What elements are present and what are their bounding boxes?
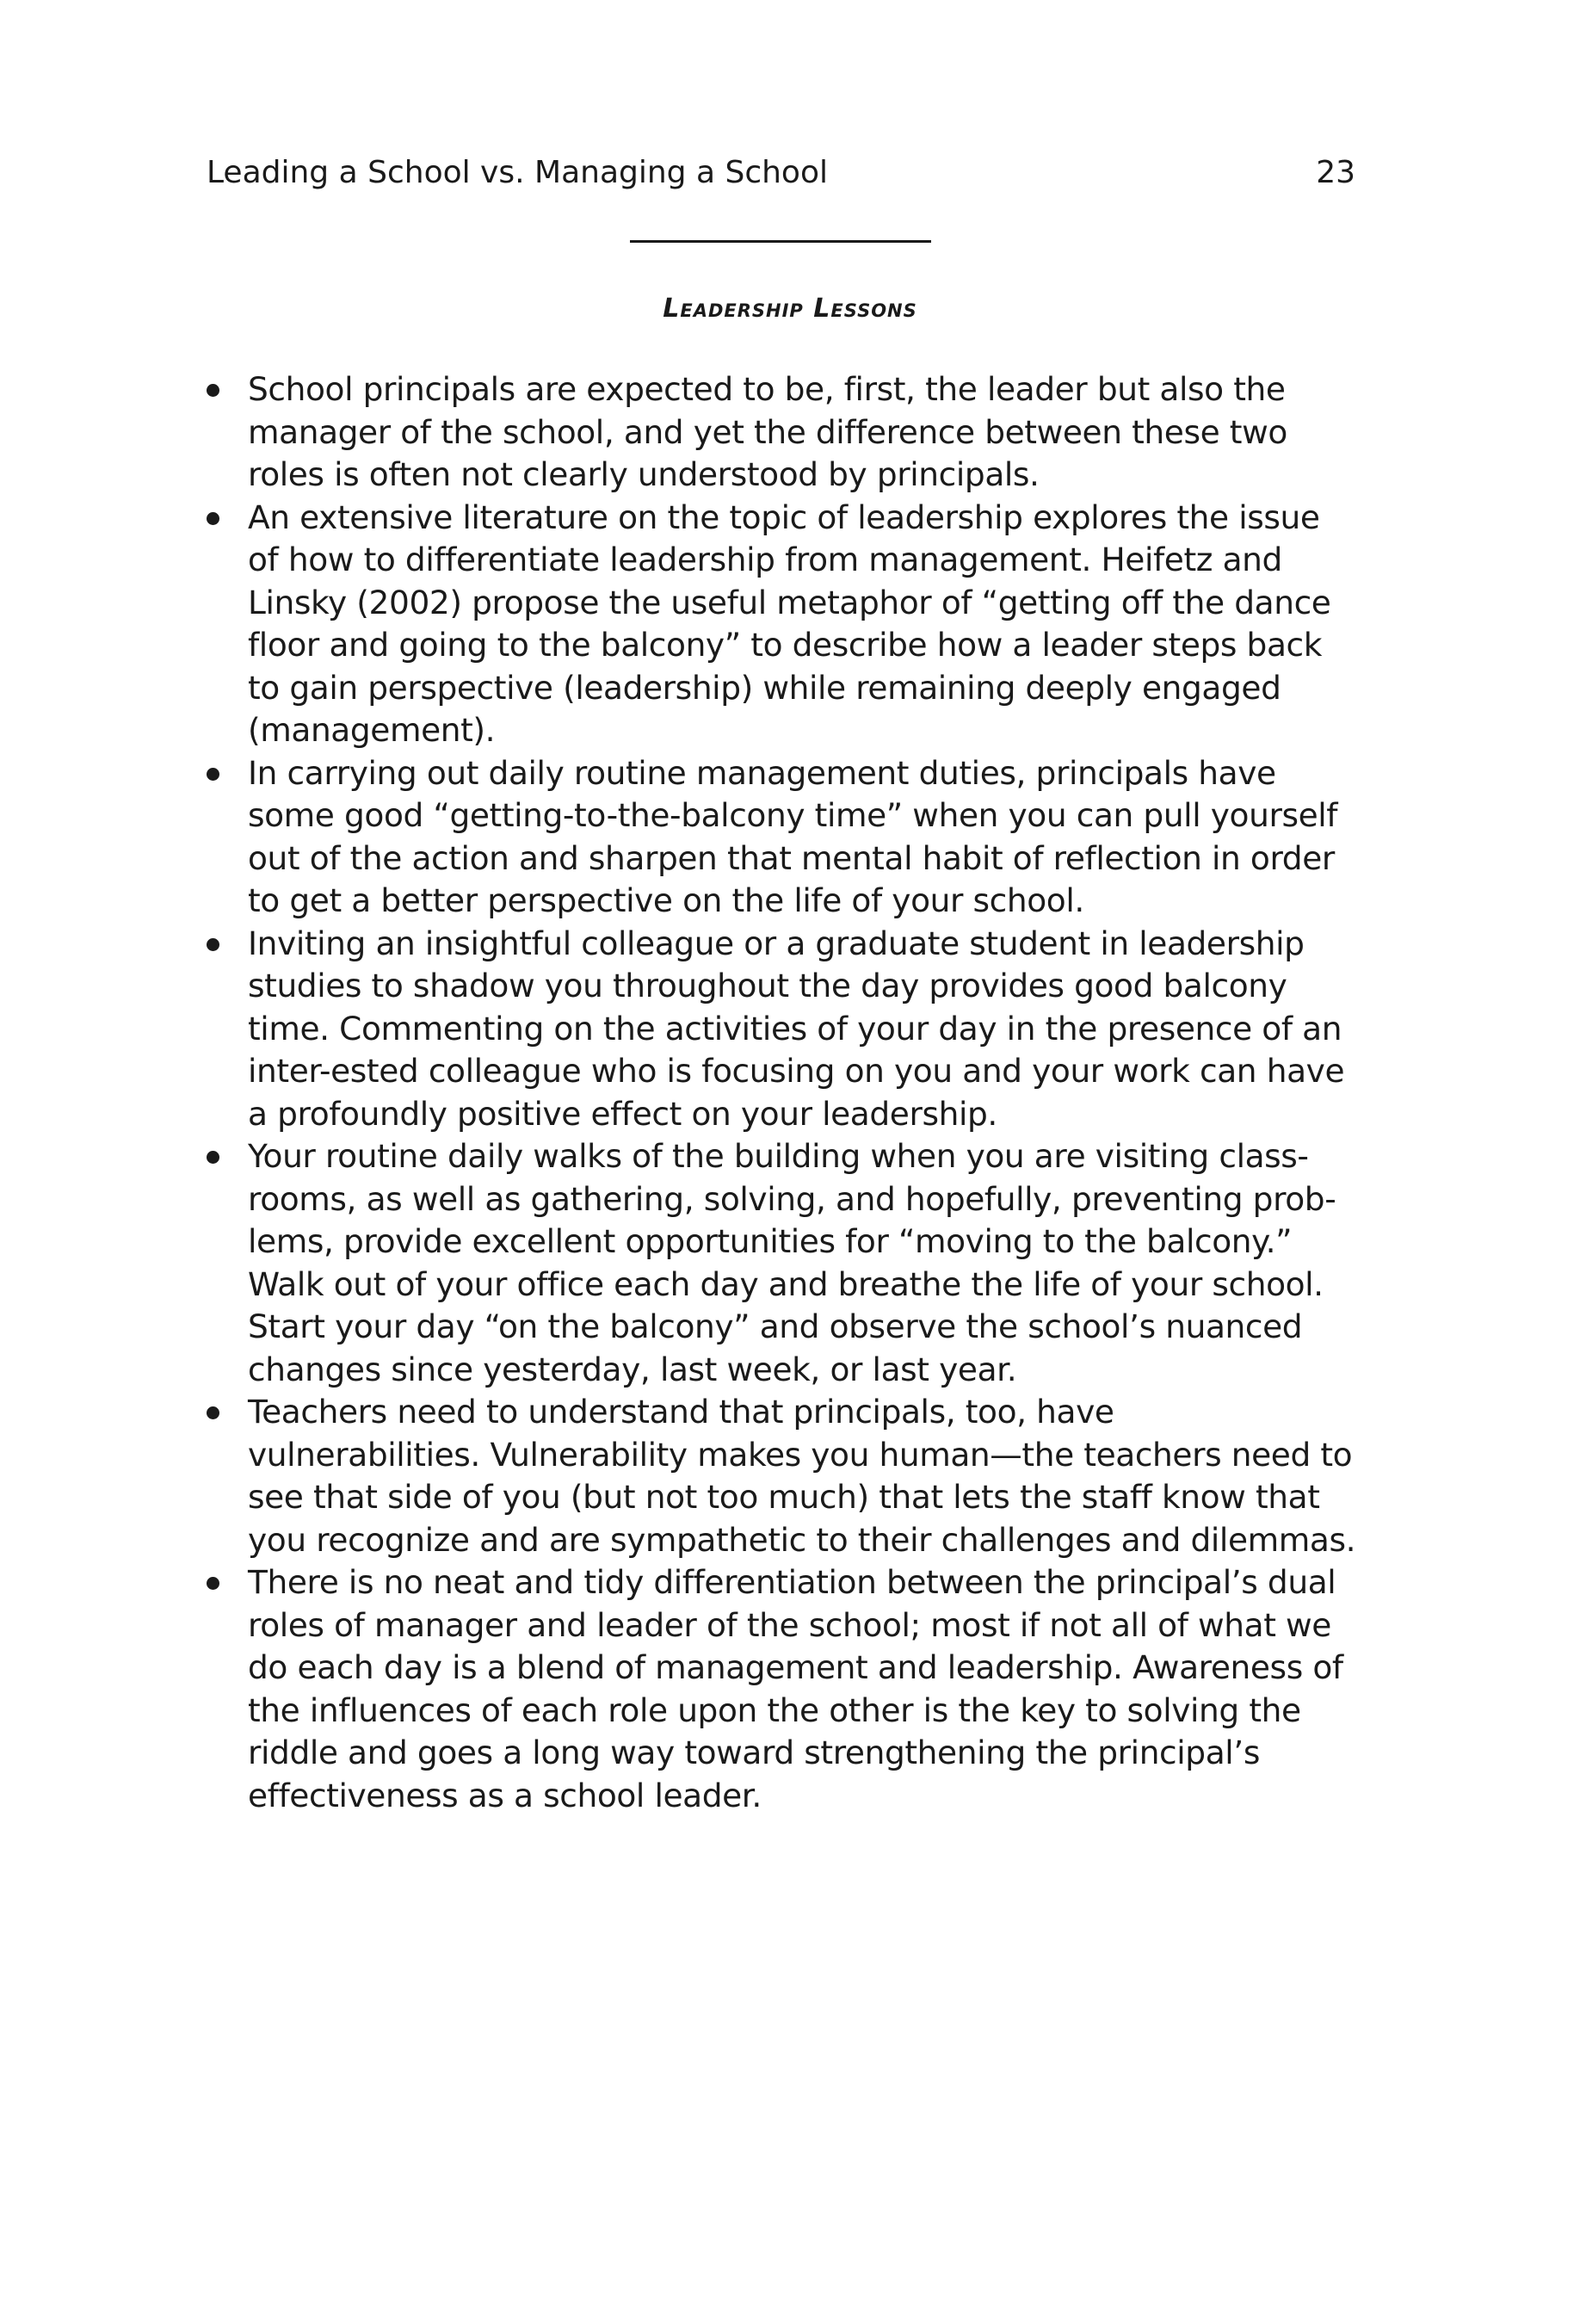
lesson-text: An extensive literature on the topic of leadership explores the issue of how to differentiate leadership from management. Heifetz and Linsky (2002) propose the useful metaphor of “getting off the dance floor and going to the balcony” to describe how a leader steps back to gain perspective (leadership) while remaining deeply engaged (management). xyxy=(248,498,1331,749)
lesson-item xyxy=(203,368,1356,497)
bullet-icon xyxy=(207,1577,219,1590)
bullet-icon xyxy=(207,1151,219,1164)
section-divider xyxy=(630,240,931,243)
page-number: 23 xyxy=(1316,155,1355,190)
lesson-text: Teachers need to understand that principals, too, have vulnerabilities. Vulnerability makes you human—the teachers need to see that side of you (but not too much) that lets the staff know that you recognize and are sympathetic to their challenges and dilemmas. xyxy=(248,1393,1356,1559)
bullet-icon xyxy=(207,512,219,525)
leadership-lessons-list xyxy=(203,368,1356,1817)
bullet-icon xyxy=(207,384,219,397)
section-heading: Leadership Lessons xyxy=(663,294,917,324)
lesson-item xyxy=(203,497,1356,752)
bullet-icon xyxy=(207,938,219,951)
lesson-text: School principals are expected to be, first, the leader but also the manager of the school, and yet the difference between these two roles is often not clearly understood by principals. xyxy=(248,370,1287,493)
lesson-item xyxy=(203,1135,1356,1391)
lesson-item xyxy=(203,1391,1356,1561)
lesson-text: In carrying out daily routine management duties, principals have some good “getting-to-the-balcony time” when you can pull yourself out of the action and sharpen that mental habit of reflection in order to get a better perspective on the life of your school. xyxy=(248,753,1338,919)
running-head xyxy=(207,151,1355,195)
bullet-icon xyxy=(207,1406,219,1419)
lesson-item xyxy=(203,1561,1356,1817)
lesson-item xyxy=(203,923,1356,1136)
lesson-text: Your routine daily walks of the building when you are visiting class-rooms, as well as gathering, solving, and hopefully, preventing prob-lems, provide excellent opportunities for “moving to the balcony.” Walk out of your office each day and breathe the life of your school. Start your day “on the balcony” and observe the school’s nuanced changes since yesterday, last week, or last year. xyxy=(248,1137,1336,1388)
lesson-item xyxy=(203,752,1356,923)
bullet-icon xyxy=(207,768,219,781)
running-title: Leading a School vs. Managing a School xyxy=(207,155,828,190)
lesson-text: Inviting an insightful colleague or a graduate student in leadership studies to shadow you throughout the day provides good balcony time. Commenting on the activities of your day in the presence of an inter-ested colleague who is focusing on you and your work can have a profoundly positive effect on your leadership. xyxy=(248,924,1345,1133)
lesson-text: There is no neat and tidy differentiation between the principal’s dual roles of manager and leader of the school; most if not all of what we do each day is a blend of management and leadership. Awareness of the influences of each role upon the other is the key to solving the riddle and goes a long way toward strengthening the principal’s effectiveness as a school leader. xyxy=(248,1563,1343,1814)
